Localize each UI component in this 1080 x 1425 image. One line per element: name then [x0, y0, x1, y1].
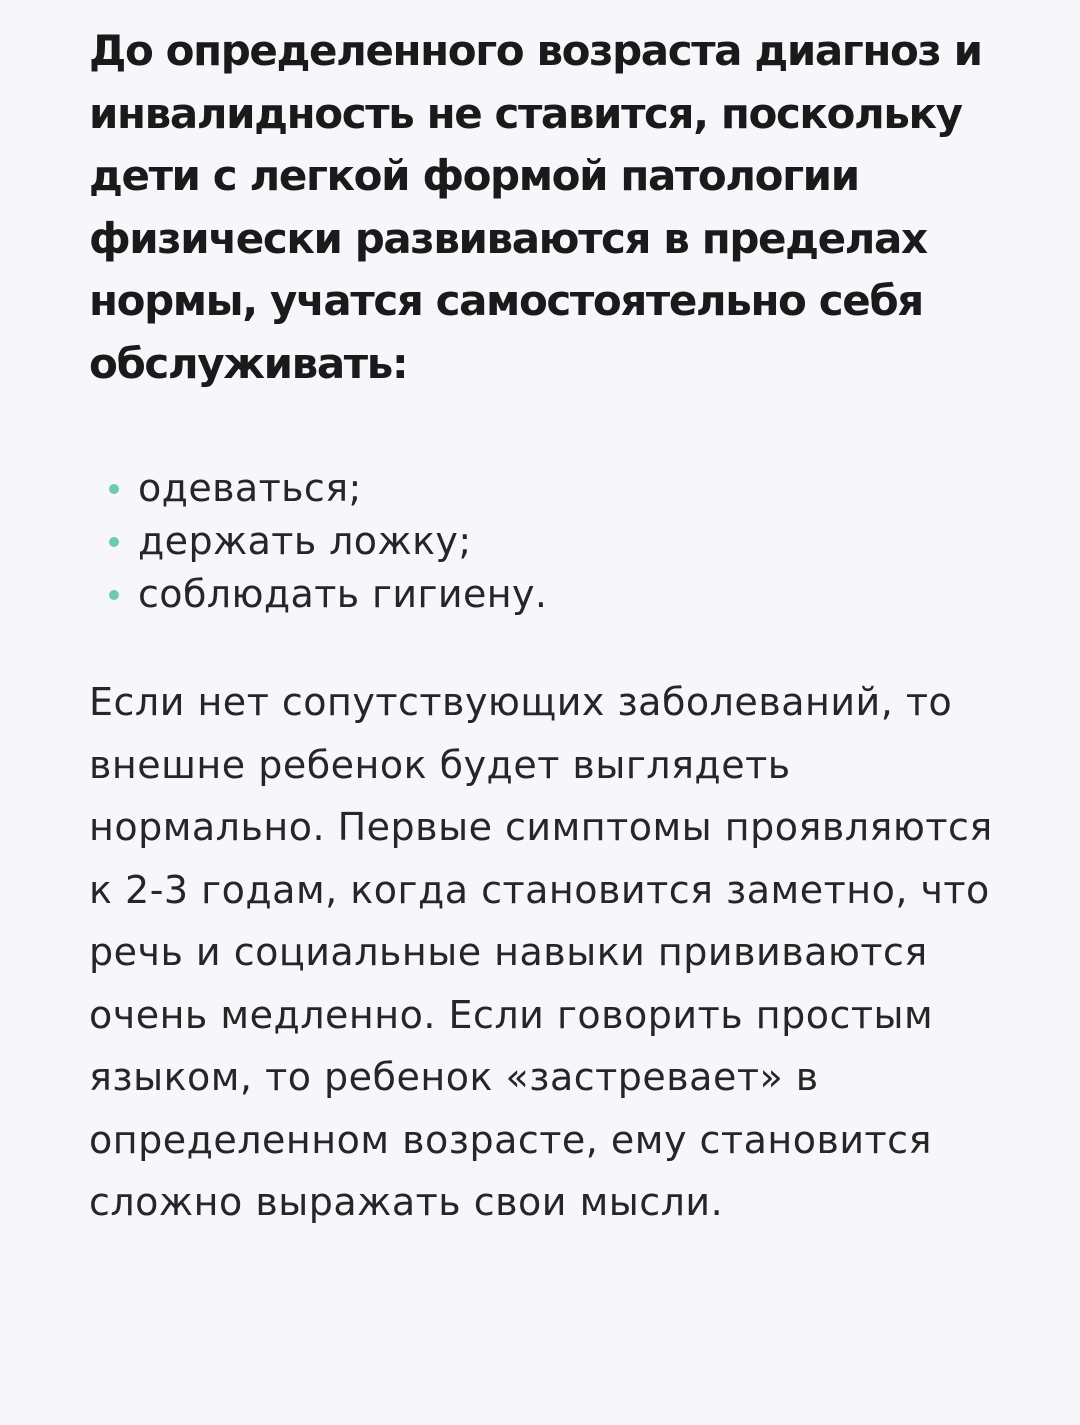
list-item-text: одеваться;: [138, 466, 362, 510]
article-content: [89, 20, 1019, 1234]
list-item-text: соблюдать гигиену.: [138, 572, 548, 616]
bullet-dot-icon: [109, 537, 119, 547]
list-item: [89, 515, 1019, 568]
bullet-dot-icon: [109, 484, 119, 494]
bullet-dot-icon: [109, 590, 119, 600]
list-item: [89, 462, 1019, 515]
bullet-list: [89, 462, 1019, 621]
body-paragraph: Если нет сопутствующих заболеваний, то внешне ребенок будет выглядеть нормально. Первые симптомы проявляются к 2-3 годам, когда становится заметно, что речь и социальные навыки прививаются очень медленно. Если говорить простым языком, то ребенок «застревает» в определенном возрасте, ему становится сложно выражать свои мысли.: [89, 680, 993, 1224]
intro-paragraph: До определенного возраста диагноз и инвалидность не ставится, поскольку дети с легкой формой патологии физически развиваются в пределах нормы, учатся самостоятельно себя обслуживать:: [89, 26, 982, 388]
list-item: [89, 568, 1019, 621]
list-item-text: держать ложку;: [138, 519, 472, 563]
